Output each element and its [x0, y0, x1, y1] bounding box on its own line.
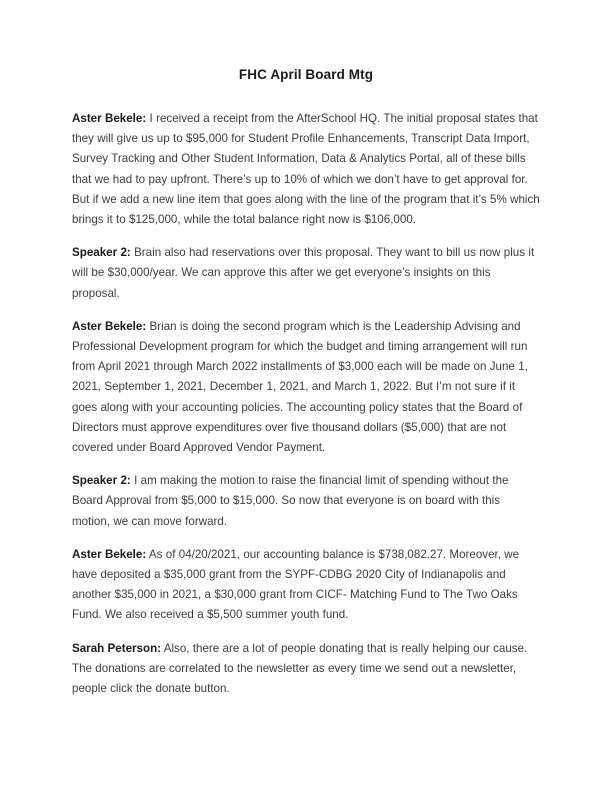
speech-text: Also, there are a lot of people donating that is really helping our cause. The donations are correlated to the newsletter as every time we send out a newsletter, people click the donate button. [72, 641, 528, 696]
speaker-label: Aster Bekele: [72, 547, 147, 561]
speaker-label: Aster Bekele: [72, 112, 147, 125]
speaker-label: Aster Bekele: [72, 319, 147, 333]
speech-text: Brain also had reservations over this proposal. They want to bill us now plus it will be $30,000/year. We can approve this after we get everyone’s insights on this proposal. [72, 246, 535, 300]
page-title: FHC April Board Mtg [238, 67, 374, 82]
transcript-paragraph [72, 317, 540, 458]
transcript-paragraph [72, 471, 540, 532]
speaker-label: Speaker 2: [72, 246, 131, 260]
speech-text: Brian is doing the second program which is the Leadership Advising and Professional Development program for which the budget and timing arrangement will run from April 2021 through March 2022 installments of $3,000 each will be made on June 1, 2021, September 1, 2021, December 1, 2021, and March 1, 2022. But I’m not sure if it goes along with your accounting policies. The accounting policy states that the Board of Directors must approve expenditures over five thousand dollars ($5,000) that are not covered under Board Approved Vendor Payment. [72, 319, 528, 455]
speaker-label: Speaker 2: [72, 474, 131, 488]
transcript-paragraph [72, 109, 540, 230]
transcript-paragraph [72, 545, 540, 626]
document-content-area [72, 0, 540, 699]
speaker-label: Sarah Peterson: [72, 641, 162, 655]
speech-text: I received a receipt from the AfterSchool HQ. The initial proposal states that they will give us up to $95,000 for Student Profile Enhancements, Transcript Data Import, Survey Tracking and Other Student Information, Data & Analytics Portal, all of these bills that we had to pay upfront. There’s up to 10% of which we don’t have to get approval for. But if we add a new line item that goes along with the line of the program that it’s 5% which brings it to $125,000, while the total balance right now is $106,000. [72, 112, 540, 227]
speech-text: As of 04/20/2021, our accounting balance is $738,082.27. Moreover, we have deposited a $35,000 grant from the SYPF-CDBG 2020 City of Indianapolis and another $35,000 in 2021, a $30,000 grant from CICF- Matching Fund to The Two Oaks Fund. We also received a $5,500 summer youth fund. [72, 547, 520, 622]
transcript-paragraph [72, 243, 540, 304]
transcript-body [72, 109, 540, 699]
transcript-paragraph [72, 639, 540, 700]
speech-text: I am making the motion to raise the financial limit of spending without the Board Approval from $5,000 to $15,000. So now that everyone is on board with this motion, we can move forward. [72, 474, 509, 528]
